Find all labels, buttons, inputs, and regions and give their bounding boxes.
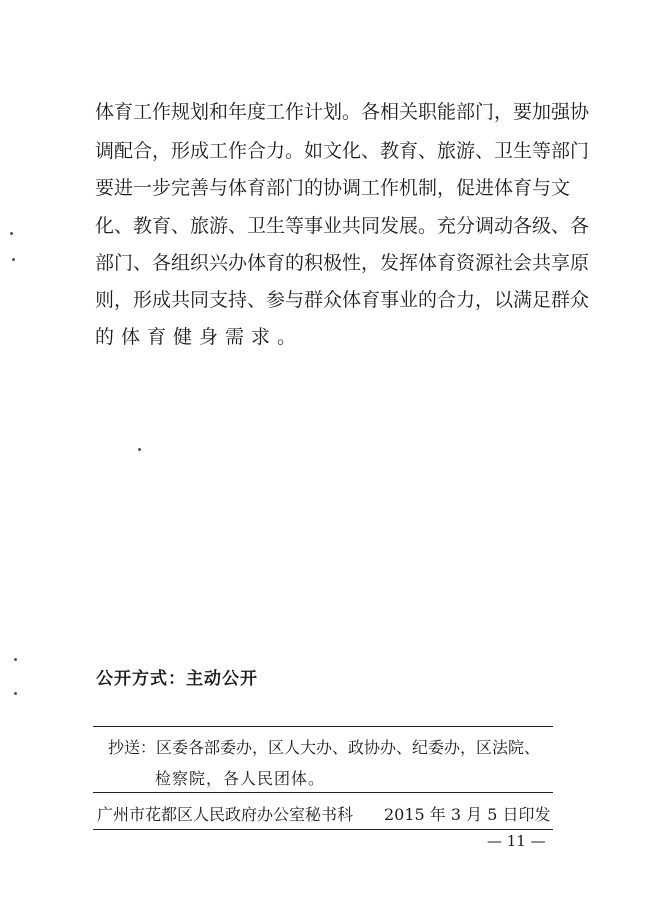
cc-line-1: 抄送：区委各部委办，区人大办、政协办、纪委办，区法院、 (108, 738, 541, 757)
body-line: 体育工作规划和年度工作计划。各相关职能部门，要加强协 (95, 101, 590, 123)
body-line: 部门、各组织兴办体育的积极性，发挥体育资源社会共享原 (95, 252, 590, 274)
body-line: 的体育健身需求。 (95, 326, 304, 348)
divider (93, 792, 553, 793)
body-line: 则，形成共同支持、参与群众体育事业的合力，以满足群众 (95, 289, 590, 311)
divider (93, 829, 553, 830)
cc-line-2: 检察院，各人民团体。 (155, 769, 326, 788)
scan-speck (14, 692, 17, 695)
scan-speck (138, 448, 141, 451)
page-number: — 11 — (487, 832, 546, 850)
issuing-office: 广州市花都区人民政府办公室秘书科 (97, 805, 354, 824)
scan-speck (10, 232, 13, 235)
body-line: 要进一步完善与体育部门的协调工作机制，促进体育与文 (95, 177, 571, 199)
issue-date: 2015 年 3 月 5 日印发 (384, 805, 551, 824)
body-line: 化、教育、旅游、卫生等事业共同发展。充分调动各级、各 (95, 215, 590, 237)
scan-speck (14, 658, 17, 661)
scan-speck (12, 258, 15, 261)
disclosure-method: 公开方式：主动公开 (96, 669, 258, 689)
divider (93, 726, 553, 727)
body-line: 调配合，形成工作合力。如文化、教育、旅游、卫生等部门 (95, 140, 590, 162)
